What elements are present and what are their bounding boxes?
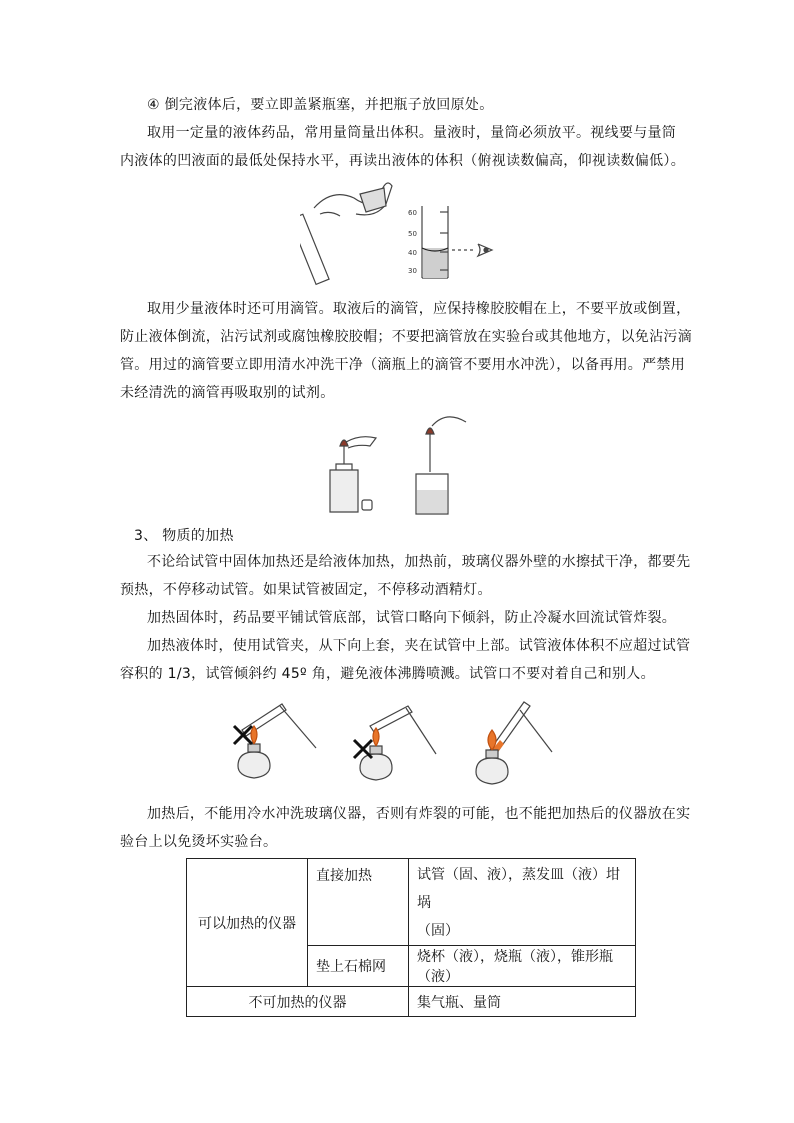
paragraph-dropper-line4: 未经清洗的滴管再吸取别的试剂。 xyxy=(120,385,335,401)
cell-not-heatable-items: 集气瓶、量筒 xyxy=(409,987,636,1017)
cell-heatable-label: 可以加热的仪器 xyxy=(187,859,308,987)
cell-direct-heating: 直接加热 xyxy=(308,859,409,946)
figure-heating-test-tubes xyxy=(220,690,575,795)
paragraph-close-bottle: ④ 倒完液体后，要立即盖紧瓶塞，并把瓶子放回原处。 xyxy=(147,97,494,113)
heating-wrong-1 xyxy=(234,704,316,778)
paragraph-heat-liquid-line2: 容积的 1/3，试管倾斜约 45º 角，避免液体沸腾喷溅。试管口不要对着自己和别人。 xyxy=(120,666,655,682)
paragraph-dropper-line1: 取用少量液体时还可用滴管。取液后的滴管，应保持橡胶胶帽在上，不要平放或倒置， xyxy=(147,301,691,317)
paragraph-graduated-cylinder-line1: 取用一定量的液体药品，常用量筒量出体积。量液时，量筒必须放平。视线要与量筒 xyxy=(147,125,677,141)
tick-label: 60 xyxy=(408,209,417,217)
cell-asbestos-items: 烧杯（液），烧瓶（液），锥形瓶（液） xyxy=(409,946,636,987)
paragraph-after-heating-line2: 验台上以免烫坏实验台。 xyxy=(120,834,278,850)
section-heading-heating: 3、 物质的加热 xyxy=(134,528,234,544)
figure-graduated-cylinder xyxy=(300,178,510,288)
figure-dropper xyxy=(322,412,482,517)
paragraph-heat-liquid-line1: 加热液体时，使用试管夹，从下向上套，夹在试管中上部。试管液体体积不应超过试管 xyxy=(147,638,691,654)
paragraph-graduated-cylinder-line2: 内液体的凹液面的最低处保持水平，再读出液体的体积（俯视读数偏高，仰视读数偏低）。 xyxy=(120,153,685,169)
heating-wrong-2 xyxy=(354,706,436,780)
paragraph-preheat-line1: 不论给试管中固体加热还是给液体加热，加热前，玻璃仪器外壁的水擦拭干净，都要先 xyxy=(147,554,691,570)
paragraph-after-heating-line1: 加热后，不能用冷水冲洗玻璃仪器，否则有炸裂的可能，也不能把加热后的仪器放在实 xyxy=(147,806,691,822)
dropper-bottle-illustration xyxy=(330,437,376,512)
dropper-beaker-illustration xyxy=(416,417,466,514)
paragraph-heat-solid: 加热固体时，药品要平铺试管底部，试管口略向下倾斜，防止冷凝水回流试管炸裂。 xyxy=(147,610,677,626)
pouring-cylinder-illustration xyxy=(300,183,392,284)
cell-not-heatable-label: 不可加热的仪器 xyxy=(187,987,409,1017)
paragraph-dropper-line3: 管。用过的滴管要立即用清水冲洗干净（滴瓶上的滴管不要用水冲洗），以备再用。严禁用 xyxy=(120,357,685,373)
cell-asbestos-gauze: 垫上石棉网 xyxy=(308,946,409,987)
heating-correct xyxy=(476,702,552,784)
meniscus-reading-illustration xyxy=(422,206,492,278)
direct-items-line1: 试管（固、液），蒸发皿（液）坩埚 xyxy=(417,867,620,911)
tick-label: 50 xyxy=(408,230,417,238)
direct-items-line2: （固） xyxy=(417,923,459,939)
heating-apparatus-table xyxy=(186,858,636,1017)
paragraph-preheat-line2: 预热，不停移动试管。如果试管被固定，不停移动酒精灯。 xyxy=(120,582,492,598)
paragraph-dropper-line2: 防止液体倒流，沾污试剂或腐蚀橡胶胶帽；不要把滴管放在实验台或其他地方，以免沾污滴 xyxy=(120,329,692,345)
cell-direct-items xyxy=(409,859,636,946)
tick-label: 30 xyxy=(408,267,417,275)
tick-label: 40 xyxy=(408,249,417,257)
